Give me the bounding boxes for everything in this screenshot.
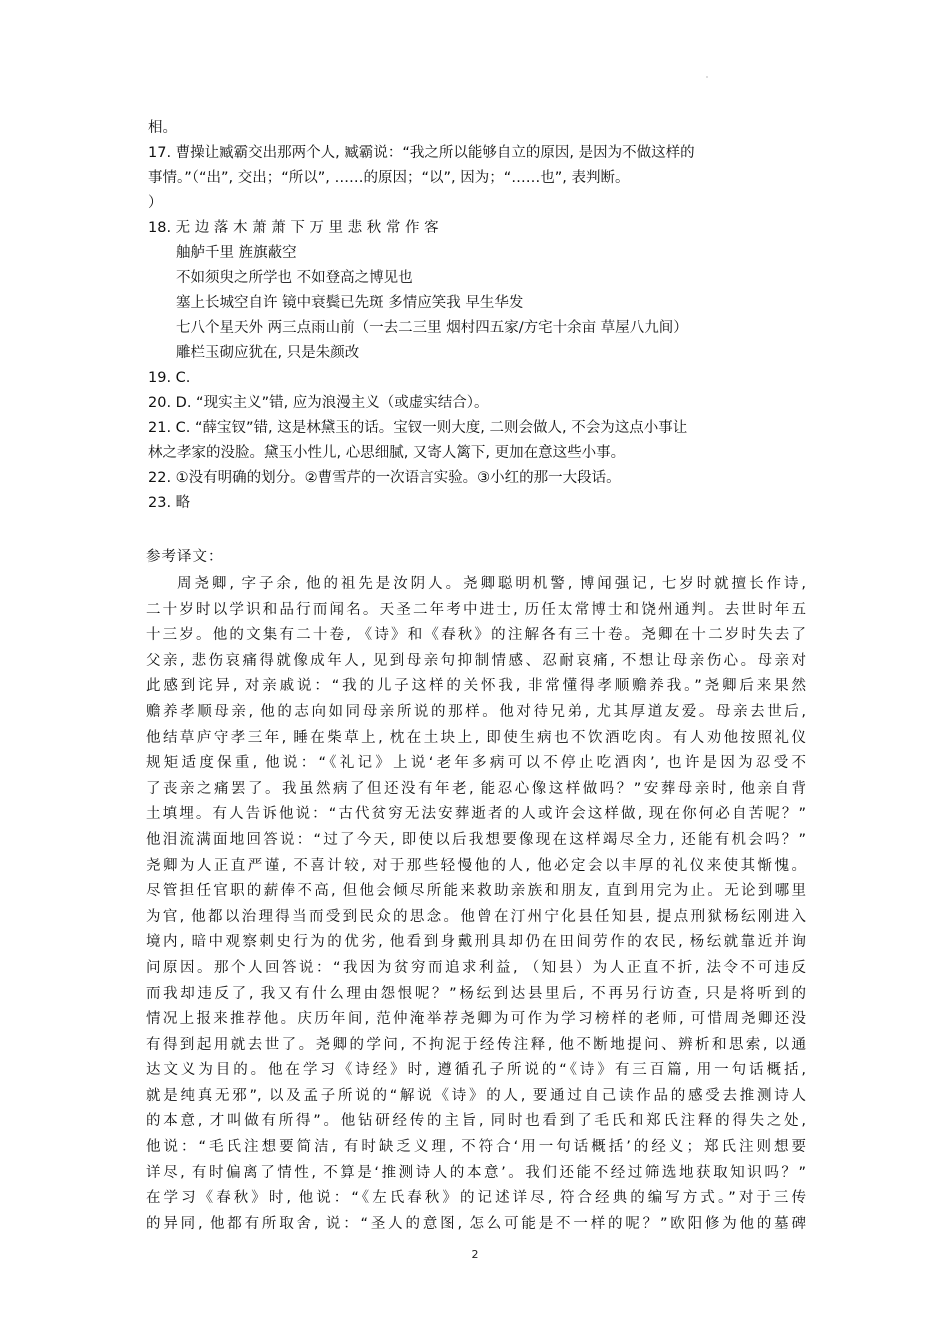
answer-line: 七八个星天外 两三点雨山前（一去二三里 烟村四五家/方宅十余亩 草屋八九间） (176, 320, 688, 336)
translation-line: 此感到诧异, 对亲戚说：“我的儿子这样的关怀我, 非常懂得孝顺赡养我。”尧卿后来果然 (146, 678, 806, 695)
translation-line: 问原因。那个人回答说：“我因为贫穷而追求利益, （知县）为人正直不折, 法令不可违反 (146, 959, 806, 976)
translation-line: 达文义为目的。他在学习《诗经》时, 遵循孔子所说的“《诗》有三百篇, 用一句话概括, (146, 1062, 806, 1079)
answer-line: 不如须臾之所学也 不如登高之博见也 (176, 270, 413, 286)
translation-line: 的本意, 才叫做有所得”。他钻研经传的主旨, 同时也看到了毛氏和郑氏注释的得失之处, (146, 1113, 806, 1130)
translation-line: 十三岁。他的文集有二十卷, 《诗》和《春秋》的注解各有三十卷。尧卿在十二岁时失去了 (146, 627, 806, 644)
translation-line: 土填埋。有人告诉他说：“古代贫穷无法安葬逝者的人或许会这样做, 现在你何必自苦呢？” (146, 806, 806, 823)
answer-line: 19. C. (148, 370, 191, 386)
answer-line: 林之孝家的没脸。黛玉小性儿, 心思细腻, 又寄人篱下, 更加在意这些小事。 (148, 445, 626, 461)
translation-line: 为官, 他都以治理得当而受到民众的思念。他曾在汀州宁化县任知县, 提点刑狱杨纭刚进入 (146, 908, 806, 925)
translation-line: 尧卿为人正直严谨, 不喜计较, 对于那些轻慢他的人, 他必定会以丰厚的礼仪来使其惭愧。 (146, 857, 806, 874)
page-number: 2 (471, 1248, 479, 1261)
translation-heading: 参考译文： (146, 549, 224, 565)
translation-line: 了丧亲之痛罢了。我虽然病了但还没有年老, 能忍心像这样做吗？”安葬母亲时, 他亲自背 (146, 780, 806, 797)
answer-line: 22. ①没有明确的划分。②曹雪芹的一次语言实验。③小红的那一大段话。 (148, 470, 621, 486)
translation-line: 他说：“毛氏注想要简洁, 有时缺乏义理, 不符合‘用一句话概括’的经义；郑氏注则想要 (146, 1139, 806, 1156)
answer-line: 舳舻千里 旌旗蔽空 (176, 245, 297, 261)
answer-line: 事情。”（“出”, 交出；“所以”, ……的原因；“以”, 因为；“……也”, 表判断。 (148, 170, 630, 186)
answer-line: 17. 曹操让臧霸交出那两个人, 臧霸说：“我之所以能够自立的原因, 是因为不做这样的 (148, 145, 695, 161)
answer-line: 相。 (148, 120, 177, 136)
answer-line: 18. 无 边 落 木 萧 萧 下 万 里 悲 秋 常 作 客 (148, 220, 439, 236)
translation-line: 赡养孝顺母亲, 他的志向如同母亲所说的那样。他对待兄弟, 尤其厚道友爱。母亲去世后, (146, 703, 806, 720)
answer-line: 23. 略 (148, 495, 191, 511)
translation-line: 的异同, 他都有所取舍, 说：“圣人的意图, 怎么可能是不一样的呢？”欧阳修为他的墓碑 (146, 1215, 806, 1232)
translation-line: 情况上报来推荐他。庆历年间, 范仲淹举荐尧卿为可作为学习榜样的老师, 可惜周尧卿还没 (146, 1011, 806, 1028)
translation-line: 详尽, 有时偏离了情性, 不算是‘推测诗人的本意’。我们还能不经过筛选地获取知识吗？” (146, 1164, 806, 1181)
translation-line: 在学习《春秋》时, 他说：“《左氏春秋》的记述详尽, 符合经典的编写方式。”对于三传 (146, 1190, 806, 1207)
answer-list (148, 116, 808, 516)
scan-speck (706, 76, 708, 78)
translation-line: 二十岁时以学识和品行而闻名。天圣二年考中进士, 历任太常博士和饶州通判。去世时年五 (146, 601, 806, 618)
translation-line: 周尧卿, 字子余, 他的祖先是汝阴人。尧卿聪明机警, 博闻强记, 七岁时就擅长作诗, (177, 576, 806, 592)
translation-line: 境内, 暗中观察刺史行为的优劣, 他看到身戴刑具却仍在田间劳作的农民, 杨纭就靠近并询 (146, 934, 806, 951)
translation-line: 他泪流满面地回答说：“过了今天, 即使以后我想要像现在这样竭尽全力, 还能有机会吗？” (146, 831, 806, 848)
answer-line: 20. D. “现实主义”错, 应为浪漫主义（或虚实结合）。 (148, 395, 489, 411)
translation-line: 尽管担任官职的薪俸不高, 但他会倾尽所能来救助亲族和朋友, 直到用完为止。无论到哪里 (146, 883, 806, 900)
answer-line: 21. C. “薛宝钗”错, 这是林黛玉的话。宝钗一则大度, 二则会做人, 不会为这点小事让 (148, 420, 688, 436)
translation-line: 就是纯真无邪”, 以及孟子所说的“解说《诗》的人, 要通过自己读作品的感受去推测诗人 (146, 1087, 806, 1104)
translation-line: 父亲, 悲伤哀痛得就像成年人, 见到母亲句抑制情感、忍耐哀痛, 不想让母亲伤心。母亲对 (146, 652, 806, 669)
answer-line: ） (148, 195, 163, 211)
translation-body (146, 572, 806, 1237)
translation-line: 他结草庐守孝三年, 睡在柴草上, 枕在土块上, 即使生病也不饮酒吃肉。有人劝他按照礼仪 (146, 729, 806, 746)
answer-line: 雕栏玉砌应犹在, 只是朱颜改 (176, 345, 360, 361)
translation-line: 而我却违反了, 我又有什么理由怨恨呢？”杨纭到达县里后, 不再另行访查, 只是将听到的 (146, 985, 806, 1002)
translation-line: 有得到起用就去世了。尧卿的学问, 不拘泥于经传注释, 他不断地提问、辨析和思索, 以通 (146, 1036, 806, 1053)
translation-line: 规矩适度保重, 他说：“《礼记》上说‘老年多病可以不停止吃酒肉’, 也许是因为忍受不 (146, 755, 806, 772)
answer-line: 塞上长城空自许 镜中衰鬓已先斑 多情应笑我 早生华发 (176, 295, 524, 311)
